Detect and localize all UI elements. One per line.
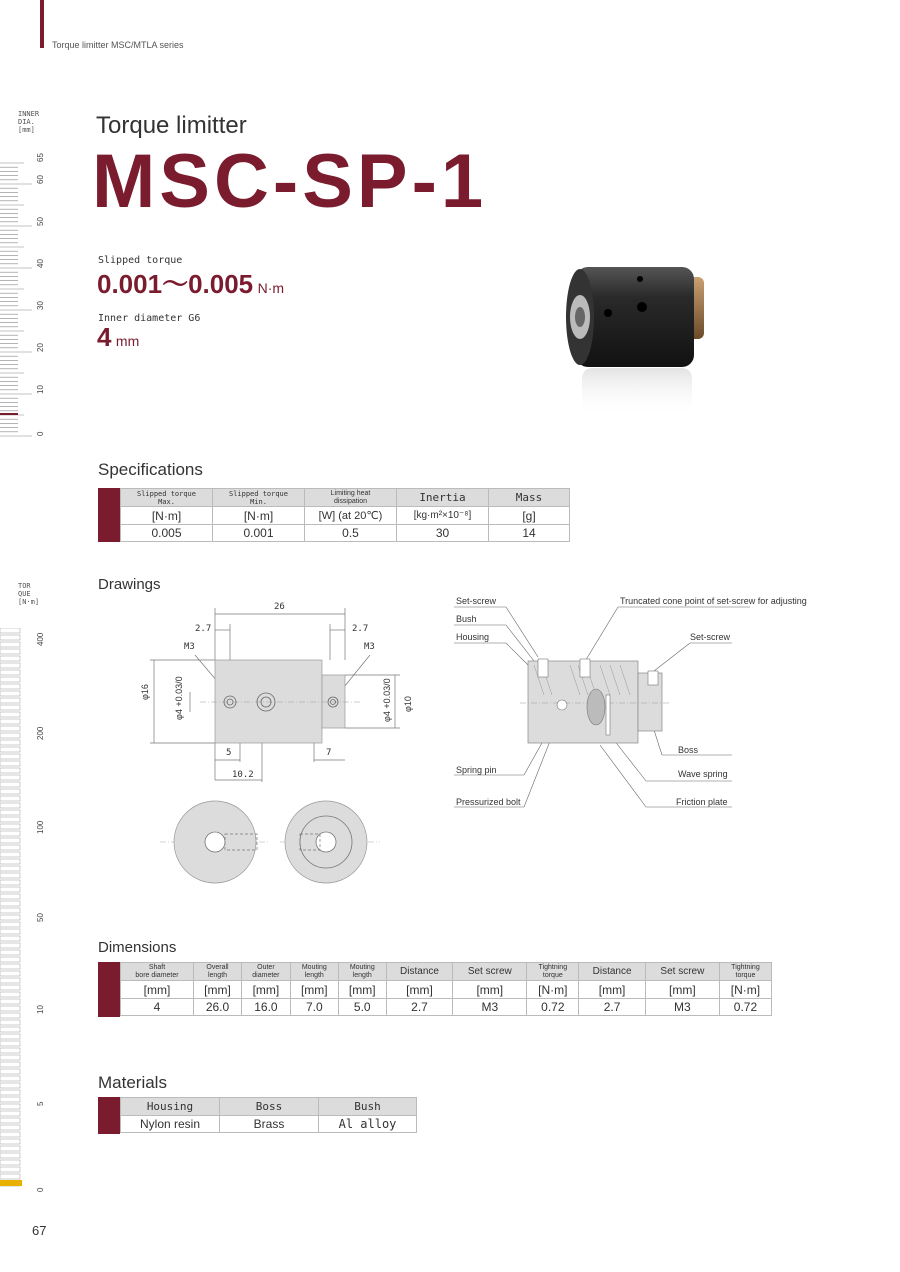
torque-scale-tick xyxy=(0,1055,20,1060)
torque-scale-tick xyxy=(0,929,20,934)
dim-7: 7 xyxy=(326,748,332,758)
dimension-header: Outer diameter xyxy=(241,963,290,981)
material-value: Brass xyxy=(220,1116,319,1133)
dimension-unit: [mm] xyxy=(290,981,338,999)
dim-10-2: 10.2 xyxy=(232,770,254,780)
torque-scale-title: TOR QUE [N·m] xyxy=(18,582,40,606)
dimension-value: M3 xyxy=(645,999,719,1016)
torque-scale-tick xyxy=(0,1076,20,1081)
specs-heading: Specifications xyxy=(98,460,203,479)
inner-tick-30: 30 xyxy=(36,301,45,310)
label-set-screw-1: Set-screw xyxy=(456,596,497,606)
torque-scale-tick xyxy=(0,978,20,983)
dimension-unit: [mm] xyxy=(645,981,719,999)
inner-tick-10: 10 xyxy=(36,385,45,394)
spec-value: 14 xyxy=(489,525,570,542)
torque-scale-tick xyxy=(0,635,20,640)
dim-m3-left: M3 xyxy=(184,642,195,652)
dimension-header: Tightning torque xyxy=(719,963,771,981)
dimension-unit: [mm] xyxy=(241,981,290,999)
dimension-header: Distance xyxy=(386,963,453,981)
dim-left-distance: 2.7 xyxy=(195,624,212,634)
torque-scale-tick xyxy=(0,726,20,731)
dimension-value: 2.7 xyxy=(386,999,453,1016)
spec-header: Mass xyxy=(489,489,570,507)
torque-scale-tick xyxy=(0,880,20,885)
inner-diameter-value: 4 mm xyxy=(97,322,140,352)
torque-scale-tick xyxy=(0,705,20,710)
torque-scale-tick xyxy=(0,1062,20,1067)
inner-diameter-label: Inner diameter G6 xyxy=(98,313,201,324)
spec-header: Limiting heat dissipation xyxy=(305,489,397,507)
torque-tick-5: 5 xyxy=(36,1101,45,1106)
torque-scale-tick xyxy=(0,831,20,836)
torque-scale-tick xyxy=(0,649,20,654)
dimensions-table-marker xyxy=(98,962,120,1017)
series-title: Torque limitter MSC/MTLA series xyxy=(52,40,184,50)
dimension-header: Shaft bore diameter xyxy=(121,963,194,981)
spec-value: 0.005 xyxy=(121,525,213,542)
torque-scale-tick xyxy=(0,1146,20,1151)
dimension-unit: [mm] xyxy=(579,981,646,999)
dimension-header: Mouting length xyxy=(338,963,386,981)
spec-header: Slipped torque Max. xyxy=(121,489,213,507)
torque-scale-tick xyxy=(0,1139,20,1144)
material-header: Bush xyxy=(319,1098,417,1116)
specs-table xyxy=(120,488,570,542)
inner-tick-50: 50 xyxy=(36,217,45,226)
label-set-screw-2: Set-screw xyxy=(690,632,731,642)
label-friction-plate: Friction plate xyxy=(676,797,728,807)
spec-header: Inertia xyxy=(397,489,489,507)
torque-scale-ticks xyxy=(0,628,24,1188)
torque-scale-tick xyxy=(0,943,20,948)
dimensions-heading: Dimensions xyxy=(98,939,177,956)
torque-scale-tick xyxy=(0,957,20,962)
dimension-value: 4 xyxy=(121,999,194,1016)
torque-scale-tick xyxy=(0,670,20,675)
torque-scale-tick xyxy=(0,1069,20,1074)
product-model: MSC-SP-1 xyxy=(92,139,488,224)
dimension-unit: [mm] xyxy=(453,981,527,999)
torque-scale-tick xyxy=(0,845,20,850)
torque-scale-tick xyxy=(0,1167,20,1172)
torque-scale-tick xyxy=(0,852,20,857)
material-header: Boss xyxy=(220,1098,319,1116)
product-photo xyxy=(540,255,740,425)
torque-scale-tick xyxy=(0,985,20,990)
inner-scale-title: INNER DIA. [mm] xyxy=(18,110,40,134)
torque-scale-tick xyxy=(0,936,20,941)
inner-scale-ticks xyxy=(0,150,40,440)
materials-table xyxy=(120,1097,417,1133)
dimension-unit: [mm] xyxy=(386,981,453,999)
torque-tick-200: 200 xyxy=(36,726,45,740)
torque-scale-tick xyxy=(0,733,20,738)
torque-scale-tick xyxy=(0,887,20,892)
dim-overall: 26 xyxy=(274,602,285,612)
dim-m3-right: M3 xyxy=(364,642,375,652)
specs-table-marker xyxy=(98,488,120,542)
dimension-header: Mouting length xyxy=(290,963,338,981)
slipped-torque-value: 0.001～0.005 N·m xyxy=(97,269,285,299)
torque-scale-tick xyxy=(0,894,20,899)
dimension-value: 26.0 xyxy=(194,999,242,1016)
dimension-header: Tightning torque xyxy=(527,963,579,981)
dim-boss-diameter: φ10 xyxy=(403,696,413,712)
torque-scale-tick xyxy=(0,796,20,801)
torque-scale-tick xyxy=(0,761,20,766)
torque-scale-tick xyxy=(0,1006,20,1011)
torque-scale-tick xyxy=(0,782,20,787)
torque-scale-tick xyxy=(0,1132,20,1137)
spec-value: 30 xyxy=(397,525,489,542)
torque-scale-tick xyxy=(0,775,20,780)
dim-outer-diameter: φ16 xyxy=(140,684,150,700)
dimensions-table xyxy=(120,962,772,1016)
torque-tick-0: 0 xyxy=(36,1187,45,1192)
torque-scale-tick xyxy=(0,859,20,864)
dimension-header: Distance xyxy=(579,963,646,981)
torque-scale-tick xyxy=(0,789,20,794)
spec-value: 0.001 xyxy=(213,525,305,542)
dimension-unit: [N·m] xyxy=(527,981,579,999)
torque-scale-tick xyxy=(0,1048,20,1053)
torque-scale-tick xyxy=(0,663,20,668)
torque-scale-tick xyxy=(0,1104,20,1109)
torque-scale-tick xyxy=(0,698,20,703)
inner-tick-0: 0 xyxy=(36,431,45,436)
torque-scale-tick xyxy=(0,628,20,633)
torque-scale-tick xyxy=(0,1020,20,1025)
torque-scale-tick xyxy=(0,642,20,647)
torque-scale-tick xyxy=(0,908,20,913)
dim-right-distance: 2.7 xyxy=(352,624,369,634)
label-boss: Boss xyxy=(678,745,699,755)
drawings-heading: Drawings xyxy=(98,576,161,593)
torque-scale-tick xyxy=(0,873,20,878)
torque-scale-tick xyxy=(0,1097,20,1102)
torque-scale-tick xyxy=(0,971,20,976)
torque-scale-tick xyxy=(0,691,20,696)
torque-tick-50: 50 xyxy=(36,913,45,922)
spec-unit: [N·m] xyxy=(121,507,213,525)
material-value: Nylon resin xyxy=(121,1116,220,1133)
torque-scale-tick xyxy=(0,1174,20,1179)
materials-heading: Materials xyxy=(98,1073,167,1092)
label-bush: Bush xyxy=(456,614,477,624)
slipped-torque-label: Slipped torque xyxy=(98,255,183,266)
dimension-value: 0.72 xyxy=(527,999,579,1016)
dimension-unit: [N·m] xyxy=(719,981,771,999)
torque-scale-tick xyxy=(0,684,20,689)
torque-scale-tick xyxy=(0,1090,20,1095)
dimension-value: 5.0 xyxy=(338,999,386,1016)
dimension-header: Overall length xyxy=(194,963,242,981)
torque-scale-tick xyxy=(0,810,20,815)
inner-tick-65: 65 xyxy=(36,153,45,162)
torque-scale-tick xyxy=(0,999,20,1004)
page-number: 67 xyxy=(32,1223,47,1238)
torque-scale xyxy=(0,580,60,1190)
torque-scale-tick xyxy=(0,1027,20,1032)
torque-scale-tick xyxy=(0,922,20,927)
dimension-value: 0.72 xyxy=(719,999,771,1016)
torque-scale-tick xyxy=(0,1083,20,1088)
header-accent-bar xyxy=(40,0,44,48)
inner-dia-scale xyxy=(0,100,60,440)
spec-header: Slipped torque Min. xyxy=(213,489,305,507)
torque-scale-tick xyxy=(0,817,20,822)
label-pressurized-bolt: Pressurized bolt xyxy=(456,797,521,807)
torque-scale-tick xyxy=(0,901,20,906)
spec-unit: [g] xyxy=(489,507,570,525)
dim-bore-right: φ4 +0.03/0 xyxy=(382,678,392,722)
label-housing: Housing xyxy=(456,632,490,642)
torque-scale-tick xyxy=(0,747,20,752)
torque-tick-10: 10 xyxy=(36,1005,45,1014)
torque-scale-tick xyxy=(0,1111,20,1116)
torque-scale-highlight xyxy=(0,1180,22,1186)
torque-scale-tick xyxy=(0,719,20,724)
dimension-value: 16.0 xyxy=(241,999,290,1016)
inner-scale-marker xyxy=(0,413,18,415)
torque-scale-tick xyxy=(0,1118,20,1123)
torque-scale-tick xyxy=(0,1041,20,1046)
torque-scale-tick xyxy=(0,754,20,759)
torque-scale-tick xyxy=(0,866,20,871)
dimension-unit: [mm] xyxy=(121,981,194,999)
torque-scale-tick xyxy=(0,1160,20,1165)
dimension-value: 7.0 xyxy=(290,999,338,1016)
torque-tick-400: 400 xyxy=(36,632,45,646)
inner-tick-60: 60 xyxy=(36,175,45,184)
spec-unit: [N·m] xyxy=(213,507,305,525)
torque-scale-tick xyxy=(0,677,20,682)
torque-scale-tick xyxy=(0,964,20,969)
dimension-unit: [mm] xyxy=(338,981,386,999)
inner-tick-20: 20 xyxy=(36,343,45,352)
torque-tick-100: 100 xyxy=(36,820,45,834)
product-category: Torque limitter xyxy=(96,112,247,139)
torque-scale-tick xyxy=(0,656,20,661)
material-value: Al alloy xyxy=(319,1116,417,1133)
torque-scale-tick xyxy=(0,1125,20,1130)
end-views-drawing xyxy=(160,796,380,896)
materials-table-marker xyxy=(98,1097,120,1134)
torque-scale-tick xyxy=(0,1013,20,1018)
inner-tick-40: 40 xyxy=(36,259,45,268)
label-spring-pin: Spring pin xyxy=(456,765,497,775)
dimension-value: M3 xyxy=(453,999,527,1016)
torque-scale-tick xyxy=(0,803,20,808)
torque-scale-tick xyxy=(0,915,20,920)
dimension-header: Set screw xyxy=(453,963,527,981)
dim-bore-left: φ4 +0.03/0 xyxy=(174,676,184,720)
torque-scale-tick xyxy=(0,712,20,717)
material-header: Housing xyxy=(121,1098,220,1116)
torque-scale-tick xyxy=(0,950,20,955)
torque-scale-tick xyxy=(0,1153,20,1158)
torque-scale-tick xyxy=(0,824,20,829)
dimension-unit: [mm] xyxy=(194,981,242,999)
torque-scale-tick xyxy=(0,768,20,773)
torque-scale-tick xyxy=(0,992,20,997)
dimension-value: 2.7 xyxy=(579,999,646,1016)
torque-scale-tick xyxy=(0,740,20,745)
dim-5: 5 xyxy=(226,748,232,758)
label-wave-spring: Wave spring xyxy=(678,769,728,779)
torque-scale-tick xyxy=(0,1034,20,1039)
spec-value: 0.5 xyxy=(305,525,397,542)
cross-section-drawing xyxy=(450,595,750,815)
dimension-header: Set screw xyxy=(645,963,719,981)
spec-unit: [W] (at 20℃) xyxy=(305,507,397,525)
torque-scale-tick xyxy=(0,838,20,843)
label-truncated-cone: Truncated cone point of set-screw for adjusting xyxy=(620,596,807,606)
spec-unit: [kg·m²×10⁻⁸] xyxy=(397,507,489,525)
